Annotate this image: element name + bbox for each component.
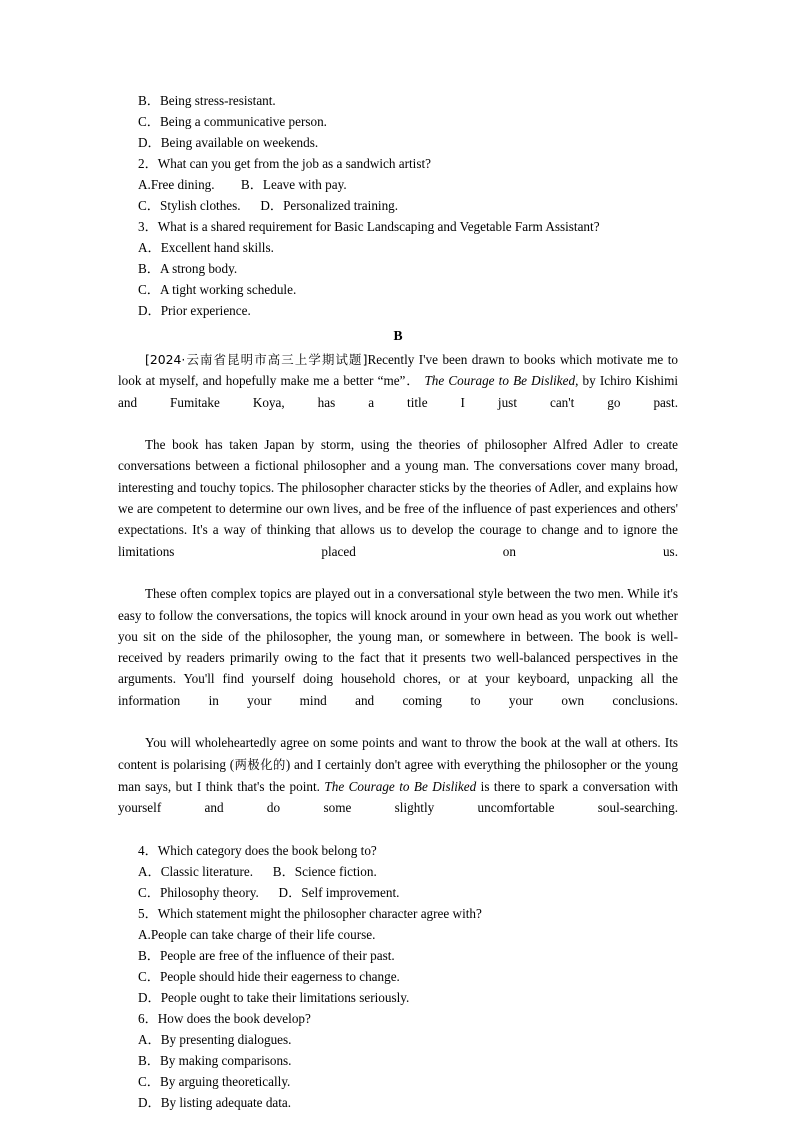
option-item: C．People should hide their eagerness to change.	[138, 968, 400, 984]
question-2-options-row-1: A.Free dining. B．Leave with pay.	[138, 177, 347, 192]
passage-p1-text-after-title: , by Ichiro Kishimi and Fumitake Koya, has a title I just can't go past.	[118, 373, 679, 410]
passage-p4-text-before-gloss: You will wholeheartedly agree on some points and want to throw the book at the wall at others. Its content is polarising (	[118, 735, 678, 772]
option-item: C．By arguing theoretically.	[138, 1073, 291, 1089]
option-item: C．A tight working schedule.	[138, 282, 297, 297]
option-item: D．Being available on weekends.	[138, 135, 319, 150]
section-heading-b: B	[393, 328, 403, 343]
option-item: B．Being stress-resistant.	[138, 93, 276, 108]
question-4-options-row-2: C．Philosophy theory. D．Self improvement.	[138, 884, 400, 900]
question-4-stem: 4．Which category does the book belong to?	[138, 842, 377, 858]
passage-paragraph-1	[118, 349, 678, 434]
passage-p1-text-before-title: Recently I've been drawn to books which motivate me to look at myself, and hopefully make me a better “me”．	[118, 352, 678, 389]
question-6-stem: 6．How does the book develop?	[138, 1010, 311, 1026]
chinese-gloss: 两极化的	[234, 757, 286, 772]
passage-paragraph-2: The book has taken Japan by storm, using the theories of philosopher Alfred Adler to create conversations between a fictional philosopher and a young man. The conversations cover many broad, interesting and touchy topics. The philosopher character sticks by the theories of Adler, and explains how we are competent to determine our own lives, and be free of the influence of past experiences and others' expectations. It's a way of thinking that allows us to develop the courage to change and to ignore the limitations placed on us.	[118, 437, 678, 559]
exam-source-tag: [2024·云南省昆明市高三上学期试题]	[145, 352, 368, 367]
passage-p4-text-middle: ) and I certainly don't agree with everything the philosopher or the young man says, but I think that's the point.	[118, 756, 678, 794]
book-title-italic: The Courage to Be Disliked	[324, 778, 477, 794]
option-item: D．People ought to take their limitations seriously.	[138, 989, 410, 1005]
option-item: A．Excellent hand skills.	[138, 240, 274, 255]
option-item: C．Being a communicative person.	[138, 114, 327, 129]
passage-paragraph-4	[118, 732, 678, 839]
option-item: B．A strong body.	[138, 261, 238, 276]
passage-p4-text-after-title: is there to spark a conversation with yourself and do some slightly uncomfortable soul-searching.	[118, 778, 678, 816]
option-item: A．By presenting dialogues.	[138, 1031, 292, 1047]
option-item: B．By making comparisons.	[138, 1052, 292, 1068]
book-title-italic: The Courage to Be Disliked	[424, 373, 576, 389]
option-item: D．By listing adequate data.	[138, 1094, 292, 1110]
option-item: A.People can take charge of their life course.	[138, 926, 376, 942]
option-item: D．Prior experience.	[138, 303, 251, 318]
document-content	[118, 90, 678, 1113]
question-5-stem: 5．Which statement might the philosopher character agree with?	[138, 905, 482, 921]
question-2-stem: 2．What can you get from the job as a sandwich artist?	[138, 156, 431, 171]
passage-paragraph-3: These often complex topics are played out in a conversational style between the two men. While it's easy to follow the conversations, the topics will knock around in your own head as you work out whether you sit on the side of the philosopher, the young man, or somewhere in between. The book is well-received by readers primarily owing to the fact that it presents two well-balanced perspectives in the arguments. You'll find yourself doing household chores, or at your keyboard, unpacking all the information in your mind and coming to your own conclusions.	[118, 586, 678, 708]
question-2-options-row-2: C．Stylish clothes. D．Personalized training.	[138, 198, 399, 213]
question-3-stem: 3．What is a shared requirement for Basic Landscaping and Vegetable Farm Assistant?	[138, 219, 600, 234]
question-4-options-row-1: A．Classic literature. B．Science fiction.	[138, 863, 377, 879]
option-item: B．People are free of the influence of their past.	[138, 947, 395, 963]
